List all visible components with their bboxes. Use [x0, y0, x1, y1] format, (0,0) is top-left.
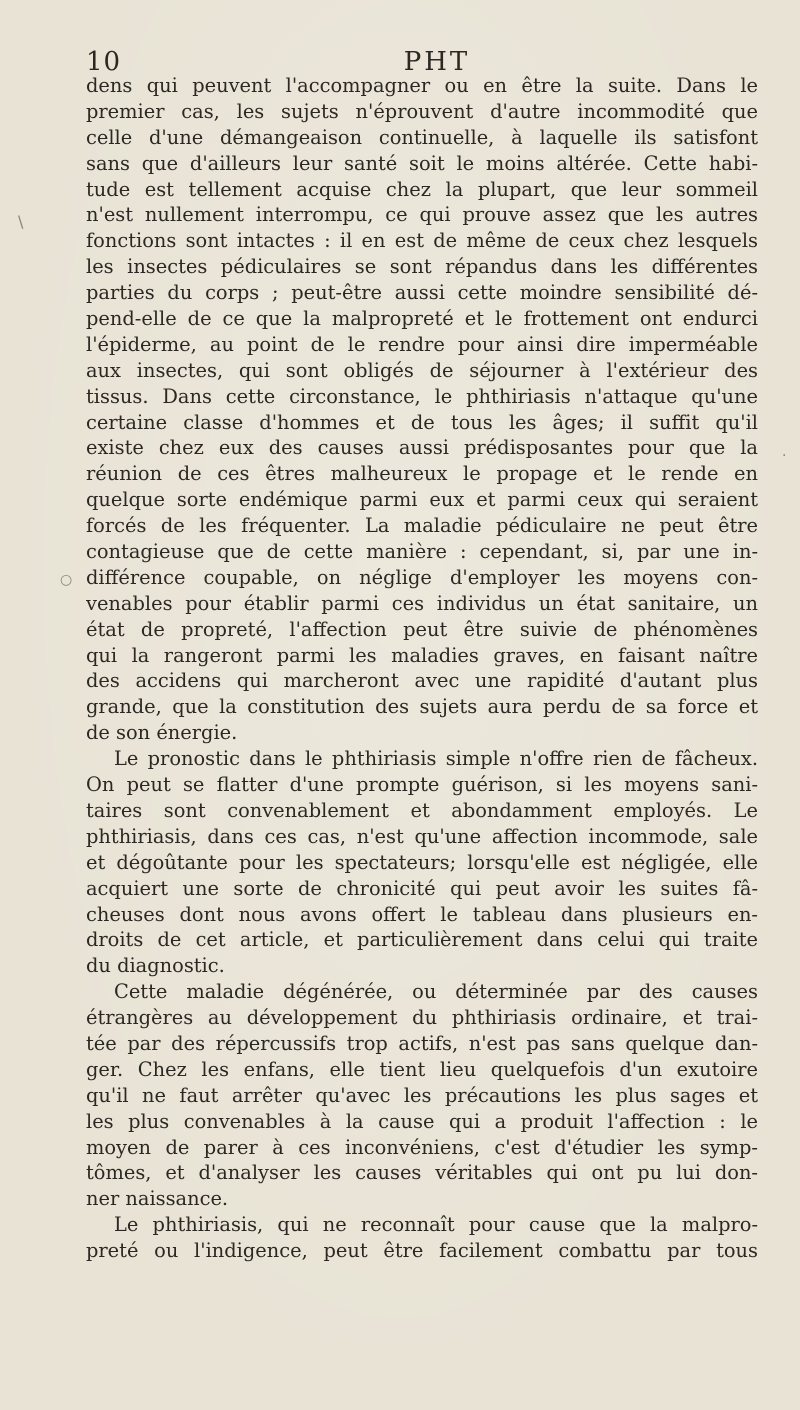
text-line: grande, que la constitution des sujets aura perdu de sa force et [86, 695, 758, 719]
text-line: moyen de parer à ces inconvéniens, c'est d'étudier les symp- [86, 1135, 758, 1159]
running-head: PHT [403, 47, 471, 77]
text-line: tude est tellement acquise chez la plupart, que leur sommeil [86, 177, 758, 201]
text-line: ger. Chez les enfans, elle tient lieu quelquefois d'un exutoire [86, 1057, 758, 1081]
body-text [86, 73, 758, 1264]
paper-speck-left-lower: ○ [60, 572, 73, 588]
text-line: tissus. Dans cette circonstance, le phthiriasis n'attaque qu'une [86, 384, 758, 408]
text-line: dens qui peuvent l'accompagner ou en être la suite. Dans le [86, 74, 758, 97]
text-line: fonctions sont intactes : il en est de même de ceux chez lesquels [86, 229, 758, 253]
paragraph-end-line: de son énergie. [86, 721, 238, 745]
text-line: premier cas, les sujets n'éprouvent d'autre incommodité que [86, 99, 758, 123]
text-line: certaine classe d'hommes et de tous les âges; il suffit qu'il [86, 410, 758, 434]
text-line: réunion de ces êtres malheureux le propage et le rende en [86, 462, 758, 486]
text-line: pend-elle de ce que la malpropreté et le frottement ont endurci [86, 307, 758, 331]
text-line: forcés de les fréquenter. La maladie pédiculaire ne peut être [86, 514, 758, 538]
text-line: On peut se flatter d'une prompte guérison, si les moyens sani- [86, 773, 758, 797]
text-line: venables pour établir parmi ces individus un état sanitaire, un [86, 591, 758, 615]
paragraph-start-line: Le pronostic dans le phthiriasis simple n'offre rien de fâcheux. [114, 747, 758, 771]
text-line: les plus convenables à la cause qui a produit l'affection : le [86, 1109, 758, 1133]
text-line: taires sont convenablement et abondamment employés. Le [86, 798, 758, 822]
text-line: preté ou l'indigence, peut être facilement combattu par tous [86, 1239, 758, 1263]
text-line: des accidens qui marcheront avec une rapidité d'autant plus [86, 669, 758, 693]
text-line: l'épiderme, au point de le rendre pour ainsi dire imperméable [86, 332, 758, 356]
text-line: n'est nullement interrompu, ce qui prouve assez que les autres [86, 203, 758, 227]
text-line: qu'il ne faut arrêter qu'avec les précautions les plus sages et [86, 1083, 758, 1107]
page-number: 10 [86, 47, 122, 77]
text-line: parties du corps ; peut-être aussi cette moindre sensibilité dé- [86, 281, 758, 305]
text-line: celle d'une démangeaison continuelle, à laquelle ils satisfont [86, 125, 758, 149]
text-line: tée par des répercussifs trop actifs, n'est pas sans quelque dan- [86, 1031, 758, 1055]
text-line: étrangères au développement du phthiriasis ordinaire, et trai- [86, 1006, 758, 1030]
paper-speck-right: · [782, 448, 787, 464]
text-line: différence coupable, on néglige d'employer les moyens con- [86, 565, 758, 589]
paragraph-start-line: Le phthiriasis, qui ne reconnaît pour cause que la malpro- [114, 1213, 758, 1237]
text-line: cheuses dont nous avons offert le tableau dans plusieurs en- [86, 902, 758, 926]
text-line: quelque sorte endémique parmi eux et parmi ceux qui seraient [86, 488, 758, 512]
text-line: phthiriasis, dans ces cas, n'est qu'une affection incommode, sale [86, 824, 758, 848]
text-line: sans que d'ailleurs leur santé soit le moins altérée. Cette habi- [86, 151, 758, 175]
text-line: état de propreté, l'affection peut être suivie de phénomènes [86, 617, 758, 641]
paragraph-end-line: du diagnostic. [86, 954, 225, 978]
paragraph-end-line: ner naissance. [86, 1187, 229, 1211]
text-line: les insectes pédiculaires se sont répandus dans les différentes [86, 255, 758, 279]
text-line: acquiert une sorte de chronicité qui peut avoir les suites fâ- [86, 876, 758, 900]
text-line: qui la rangeront parmi les maladies graves, en faisant naître [86, 643, 758, 667]
text-line: et dégoûtante pour les spectateurs; lorsqu'elle est négligée, elle [86, 850, 758, 874]
text-line: aux insectes, qui sont obligés de séjourner à l'extérieur des [86, 358, 758, 382]
text-line: tômes, et d'analyser les causes véritables qui ont pu lui don- [86, 1161, 758, 1185]
text-line: existe chez eux des causes aussi prédisposantes pour que la [86, 436, 758, 460]
text-line: droits de cet article, et particulièrement dans celui qui traite [86, 928, 758, 952]
text-line: contagieuse que de cette manière : cependant, si, par une in- [86, 540, 758, 564]
paper-speck-left: \ [18, 212, 24, 231]
paragraph-start-line: Cette maladie dégénérée, ou déterminée par des causes [114, 980, 758, 1004]
